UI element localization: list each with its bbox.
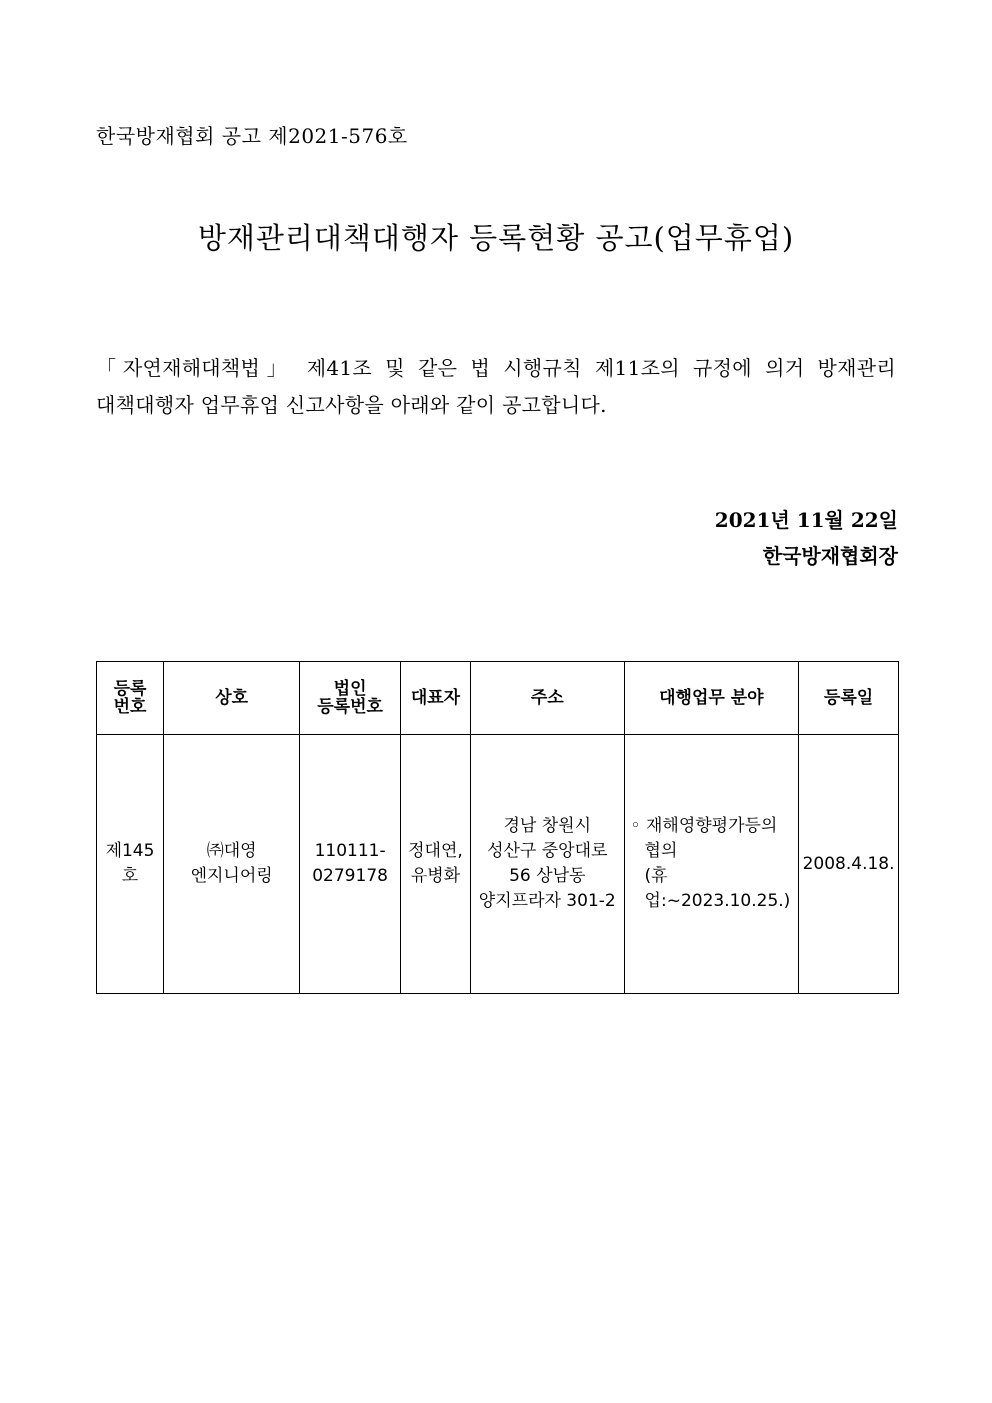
header-reg-date: 등록일: [799, 662, 899, 735]
cell-field: ◦ 재해영향평가등의 협의 (휴업:~2023.10.25.): [624, 735, 799, 994]
cell-representative: 정대연, 유병화: [400, 735, 470, 994]
notice-number: 한국방재협회 공고 제2021-576호: [96, 124, 408, 148]
cell-reg-date: 2008.4.18.: [799, 735, 899, 994]
body-line-2: 대책대행자 업무휴업 신고사항을 아래와 같이 공고합니다.: [96, 393, 607, 417]
notice-date: 2021년 11월 22일: [714, 508, 898, 532]
cell-corp-no: 110111- 0279178: [300, 735, 401, 994]
body-line-1: 「자연재해대책법」 제41조 및 같은 법 시행규칙 제11조의 규정에 의거 방재관리: [96, 356, 896, 380]
header-address: 주소: [470, 662, 624, 735]
table-header-row: [97, 662, 899, 735]
cell-address: 경남 창원시 성산구 중앙대로 56 상남동 양지프라자 301-2: [470, 735, 624, 994]
table-row: [97, 735, 899, 994]
header-field: 대행업무 분야: [624, 662, 799, 735]
cell-company: ㈜대영 엔지니어링: [164, 735, 300, 994]
registration-table: [96, 661, 899, 994]
body-paragraph: [96, 350, 896, 424]
header-corp-no: 법인 등록번호: [300, 662, 401, 735]
cell-reg-no: 제145호: [97, 735, 164, 994]
header-reg-no: 등록 번호: [97, 662, 164, 735]
header-representative: 대표자: [400, 662, 470, 735]
header-company: 상호: [164, 662, 300, 735]
issuer-name: 한국방재협회장: [762, 544, 898, 568]
document-title: 방재관리대책대행자 등록현황 공고(업무휴업): [197, 221, 795, 255]
